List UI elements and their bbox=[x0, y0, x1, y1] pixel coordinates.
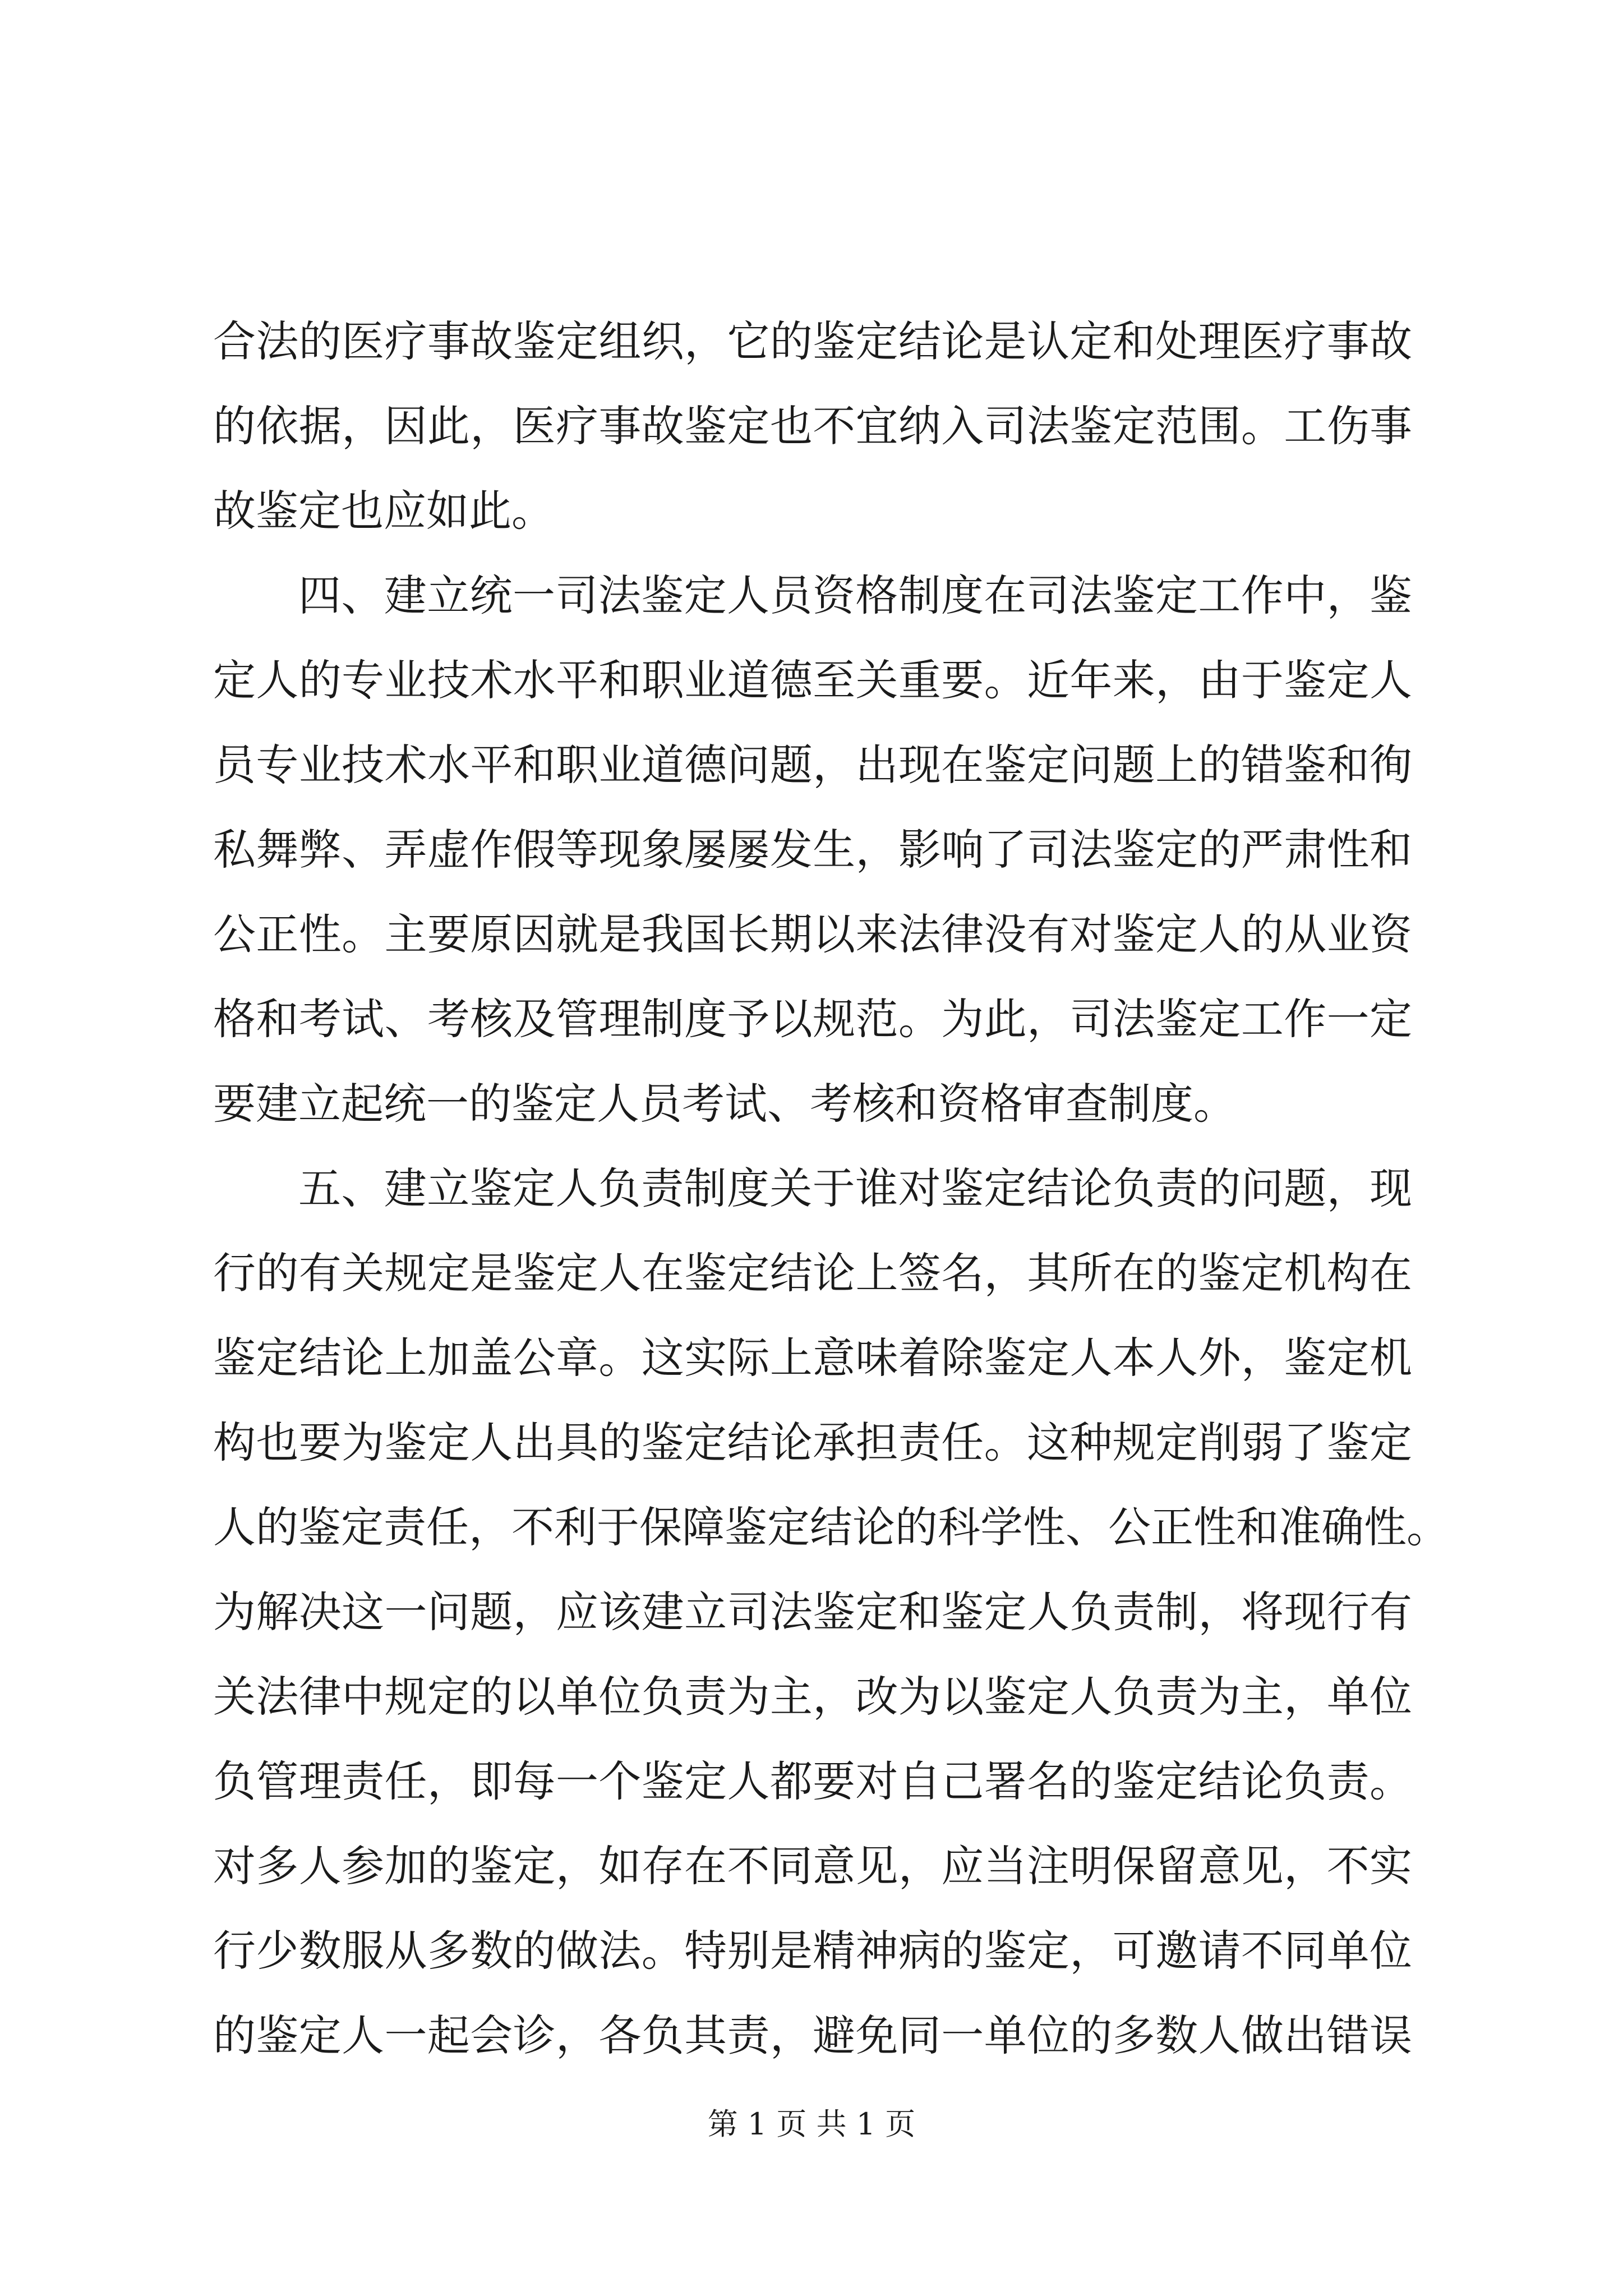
text-line: 的依据，因此，医疗事故鉴定也不宜纳入司法鉴定范围。工伤事 bbox=[213, 401, 1412, 451]
body-text bbox=[213, 299, 1449, 2078]
text-line: 故鉴定也应如此。 bbox=[213, 486, 554, 536]
text-line: 要建立起统一的鉴定人员考试、考核和资格审查制度。 bbox=[213, 1079, 1236, 1129]
text-line: 对多人参加的鉴定，如存在不同意见，应当注明保留意见，不实 bbox=[213, 1841, 1412, 1891]
text-line: 鉴定结论上加盖公章。这实际上意味着除鉴定人本人外，鉴定机 bbox=[213, 1333, 1412, 1383]
page-number: 第 1 页 共 1 页 bbox=[707, 2106, 916, 2142]
text-line: 的鉴定人一起会诊，各负其责，避免同一单位的多数人做出错误 bbox=[213, 2010, 1412, 2060]
text-line: 关法律中规定的以单位负责为主，改为以鉴定人负责为主，单位 bbox=[213, 1672, 1412, 1722]
text-line: 人的鉴定责任，不利于保障鉴定结论的科学性、公正性和准确性。 bbox=[213, 1502, 1449, 1552]
paragraph-heading-line: 四、建立统一司法鉴定人员资格制度在司法鉴定工作中，鉴 bbox=[298, 570, 1412, 620]
page-footer bbox=[0, 2105, 1623, 2144]
text-line: 格和考试、考核及管理制度予以规范。为此，司法鉴定工作一定 bbox=[213, 994, 1412, 1044]
text-line: 定人的专业技术水平和职业道德至关重要。近年来，由于鉴定人 bbox=[213, 655, 1412, 705]
text-line: 构也要为鉴定人出具的鉴定结论承担责任。这种规定削弱了鉴定 bbox=[213, 1418, 1412, 1467]
text-line: 行少数服从多数的做法。特别是精神病的鉴定，可邀请不同单位 bbox=[213, 1926, 1412, 1976]
text-line: 公正性。主要原因就是我国长期以来法律没有对鉴定人的从业资 bbox=[213, 909, 1412, 959]
text-line: 合法的医疗事故鉴定组织，它的鉴定结论是认定和处理医疗事故 bbox=[213, 316, 1412, 366]
paragraph-heading-line: 五、建立鉴定人负责制度关于谁对鉴定结论负责的问题，现 bbox=[298, 1163, 1412, 1213]
text-line: 行的有关规定是鉴定人在鉴定结论上签名，其所在的鉴定机构在 bbox=[213, 1248, 1412, 1298]
text-line: 负管理责任，即每一个鉴定人都要对自己署名的鉴定结论负责。 bbox=[213, 1756, 1412, 1806]
text-line: 员专业技术水平和职业道德问题，出现在鉴定问题上的错鉴和徇 bbox=[213, 740, 1412, 790]
text-line: 私舞弊、弄虚作假等现象屡屡发生，影响了司法鉴定的严肃性和 bbox=[213, 825, 1412, 875]
text-line: 为解决这一问题，应该建立司法鉴定和鉴定人负责制，将现行有 bbox=[213, 1587, 1412, 1637]
